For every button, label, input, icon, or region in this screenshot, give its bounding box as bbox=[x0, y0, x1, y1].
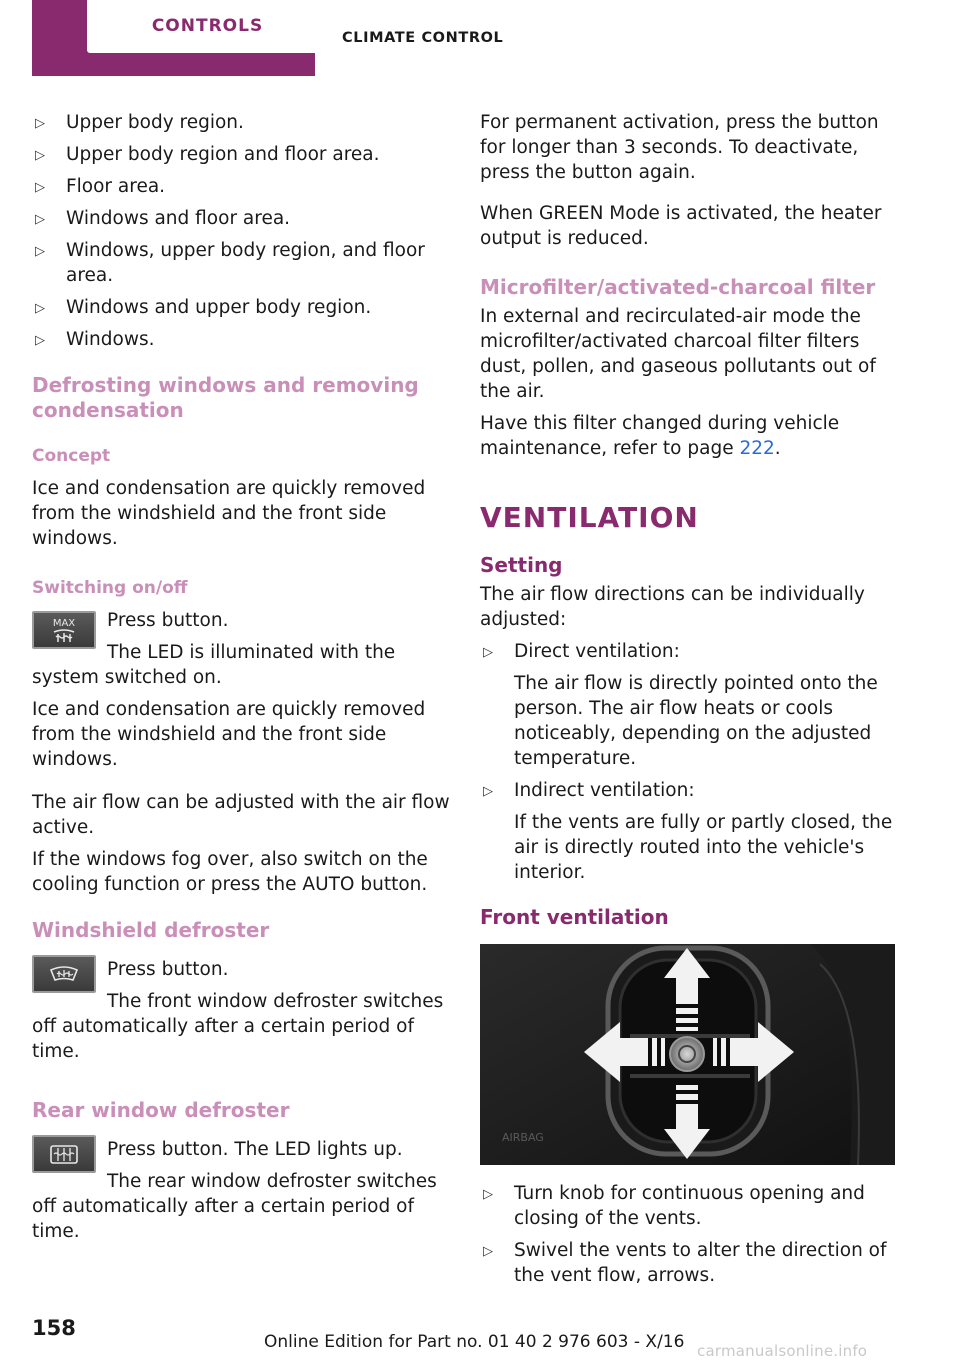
page-222-link[interactable]: 222 bbox=[739, 438, 775, 459]
right-column bbox=[480, 110, 900, 1295]
triangle-bullet-icon: ▷ bbox=[35, 180, 45, 195]
triangle-bullet-icon: ▷ bbox=[35, 148, 45, 163]
list-item: ▷ Turn knob for continuous opening and closing of the vents. bbox=[483, 1183, 865, 1229]
rear-defroster-icon bbox=[32, 1135, 96, 1173]
triangle-bullet-icon: ▷ bbox=[483, 1187, 493, 1202]
list-item bbox=[480, 639, 900, 771]
indirect-label: Indirect ventilation: bbox=[514, 780, 695, 801]
triangle-bullet-icon: ▷ bbox=[35, 244, 45, 259]
header-tab-inner bbox=[87, 0, 324, 53]
setting-text: The air flow directions can be individually adjusted: bbox=[480, 584, 865, 630]
windshield-heading: Windshield defroster bbox=[32, 918, 270, 942]
defrost-heading: Defrosting windows and removing condensation bbox=[32, 373, 419, 422]
list-item: ▷ Windows, upper body region, and floor area. bbox=[35, 240, 425, 286]
ventilation-list bbox=[480, 639, 900, 885]
vent-usage-list bbox=[480, 1181, 900, 1288]
left-column bbox=[32, 110, 452, 1251]
watermark: carmanualsonline.info bbox=[697, 1342, 868, 1360]
filter-change-text: Have this filter changed during vehicle maintenance, refer to page 222. bbox=[480, 413, 840, 459]
triangle-bullet-icon: ▷ bbox=[483, 645, 493, 660]
list-item: ▷ Upper body region. bbox=[32, 110, 452, 135]
header-tab bbox=[32, 0, 315, 76]
max-defrost-button-icon bbox=[32, 611, 96, 649]
concept-heading: Concept bbox=[32, 446, 111, 466]
concept-text: Ice and condensation are quickly removed from the windshield and the front side windows. bbox=[32, 478, 426, 549]
list-item: ▷ Swivel the vents to alter the direction of the vent flow, arrows. bbox=[483, 1240, 887, 1286]
air-distribution-list bbox=[32, 110, 452, 352]
max-defrost-button-row bbox=[32, 608, 452, 690]
list-item: ▷ Windows and floor area. bbox=[32, 206, 452, 231]
switching-led-text: The LED is illuminated with the system switched on. bbox=[32, 642, 396, 688]
front-vent-photo bbox=[480, 944, 895, 1165]
windshield-press-text: Press button. bbox=[107, 959, 229, 980]
windshield-text: The front window defroster switches off automatically after a certain period of time. bbox=[32, 991, 444, 1062]
list-item: ▷ Windows and upper body region. bbox=[32, 295, 452, 320]
ventilation-heading: VENTILATION bbox=[480, 501, 699, 534]
tab-label: CONTROLS bbox=[151, 16, 264, 36]
list-item: ▷ Floor area. bbox=[32, 174, 452, 199]
indirect-text: If the vents are fully or partly closed, the air is directly routed into the vehicle's interior. bbox=[514, 812, 893, 883]
list-item: ▷ Upper body region and floor area. bbox=[32, 142, 452, 167]
switching-heading: Switching on/off bbox=[32, 578, 188, 598]
triangle-bullet-icon: ▷ bbox=[483, 784, 493, 799]
rear-heading: Rear window defroster bbox=[32, 1098, 290, 1122]
fog-text: If the windows fog over, also switch on the cooling function or press the AUTO button. bbox=[32, 849, 428, 895]
switching-text: Ice and condensation are quickly removed from the windshield and the front side windows. bbox=[32, 699, 426, 770]
triangle-bullet-icon: ▷ bbox=[483, 1244, 493, 1259]
setting-heading: Setting bbox=[480, 553, 563, 577]
rear-button-row bbox=[32, 1137, 452, 1244]
airbag-label: AIRBAG bbox=[502, 1131, 544, 1144]
list-item bbox=[480, 778, 900, 885]
rear-text: The rear window defroster switches off automatically after a certain period of time. bbox=[32, 1171, 437, 1242]
triangle-bullet-icon: ▷ bbox=[35, 116, 45, 131]
green-text: When GREEN Mode is activated, the heater output is reduced. bbox=[480, 203, 882, 249]
windshield-defroster-icon bbox=[32, 955, 96, 993]
max-label: MAX bbox=[52, 618, 76, 629]
permanent-text: For permanent activation, press the button for longer than 3 seconds. To deactivate, press the button again. bbox=[480, 112, 879, 183]
page-number: 158 bbox=[32, 1316, 76, 1340]
windshield-button-row bbox=[32, 957, 452, 1064]
switching-press-text: Press button. bbox=[107, 610, 229, 631]
direct-text: The air flow is directly pointed onto the person. The air flow heats or cools noticeably, depending on the adjusted temperature. bbox=[514, 673, 878, 769]
airflow-text: The air flow can be adjusted with the air flow active. bbox=[32, 792, 450, 838]
triangle-bullet-icon: ▷ bbox=[35, 212, 45, 227]
filter-text: In external and recirculated-air mode the microfilter/activated charcoal filter filters dust, pollen, and gaseous pollutants out of the air. bbox=[480, 306, 876, 402]
triangle-bullet-icon: ▷ bbox=[35, 301, 45, 316]
rear-press-text: Press button. The LED lights up. bbox=[107, 1139, 403, 1160]
triangle-bullet-icon: ▷ bbox=[35, 333, 45, 348]
direct-label: Direct ventilation: bbox=[514, 641, 680, 662]
edition-text: Online Edition for Part no. 01 40 2 976 603 - X/16 bbox=[264, 1332, 685, 1352]
list-item: ▷ Windows. bbox=[32, 327, 452, 352]
front-vent-heading: Front ventilation bbox=[480, 905, 669, 929]
filter-heading: Microfilter/activated-charcoal filter bbox=[480, 275, 876, 299]
section-label: CLIMATE CONTROL bbox=[342, 30, 504, 46]
